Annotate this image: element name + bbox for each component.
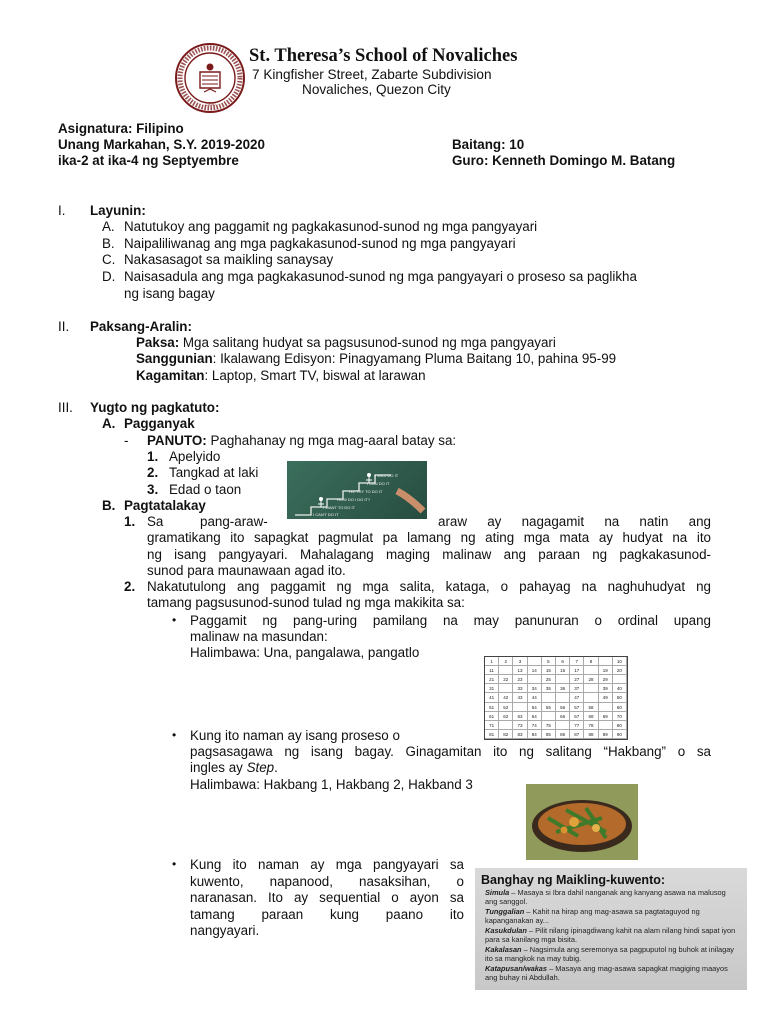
number-grid-cell: 19 bbox=[599, 666, 613, 675]
banghay-label-wakas: Katapusan/wakas bbox=[485, 964, 548, 973]
number-grid-cell: 35 bbox=[542, 684, 556, 693]
number-grid-cell: 36 bbox=[556, 684, 570, 693]
number-grid-cell: 43 bbox=[513, 693, 527, 702]
discussion-1-number: 1. bbox=[124, 514, 136, 529]
number-grid-cell: 7 bbox=[570, 657, 584, 666]
school-seal bbox=[174, 42, 246, 114]
kagamitan-text: : Laptop, Smart TV, biswal at larawan bbox=[204, 368, 426, 383]
number-grid-cell: 44 bbox=[528, 693, 542, 702]
number-grid-cell bbox=[556, 675, 570, 684]
chalk-text-4: HOW DO I DO IT? bbox=[337, 497, 371, 502]
number-grid-cell: 89 bbox=[599, 730, 613, 739]
banghay-label-tunggalian: Tunggalian bbox=[485, 907, 525, 916]
banghay-image bbox=[475, 868, 747, 990]
discussion-1-word-sa: Sa bbox=[147, 514, 164, 529]
number-grid-cell: 6 bbox=[556, 657, 570, 666]
number-grid-cell bbox=[584, 666, 598, 675]
number-grid-cell: 23 bbox=[513, 675, 527, 684]
discussion-2-line-1: Nakatutulong ang paggamit ng mga salita, kataga, o pahayag na naghuhudyat ng bbox=[147, 579, 711, 594]
panuto-item-1: Apelyido bbox=[169, 449, 221, 464]
number-grid-cell: 52 bbox=[499, 703, 513, 712]
chalkboard-image bbox=[287, 461, 427, 519]
bullet-2-line-3-post: . bbox=[274, 760, 278, 775]
number-grid-cell: 63 bbox=[513, 712, 527, 721]
number-grid-cell: 69 bbox=[599, 712, 613, 721]
objective-d-line-1: Naisasadula ang mga pagkakasunod-sunod ng mga pangyayari o proseso sa paglikha bbox=[124, 269, 637, 284]
kagamitan-label: Kagamitan bbox=[136, 368, 205, 383]
number-grid-cell: 33 bbox=[513, 684, 527, 693]
panuto-label: PANUTO: bbox=[147, 433, 207, 448]
number-grid-cell: 51 bbox=[485, 703, 499, 712]
number-grid-cell: 13 bbox=[513, 666, 527, 675]
number-grid-cell: 81 bbox=[485, 730, 499, 739]
objective-letter-c: C. bbox=[102, 252, 116, 267]
number-grid-cell: 77 bbox=[570, 721, 584, 730]
number-grid-cell: 1 bbox=[485, 657, 499, 666]
subsection-b-letter: B. bbox=[102, 498, 116, 513]
number-grid-cell: 58 bbox=[584, 703, 598, 712]
number-grid-cell: 60 bbox=[613, 703, 627, 712]
number-grid-cell bbox=[542, 712, 556, 721]
paksa-line bbox=[136, 335, 556, 351]
paksa-label: Paksa: bbox=[136, 335, 180, 350]
banghay-row-kasukdulan bbox=[485, 926, 737, 944]
objective-c: Nakasasagot sa maikling sanaysay bbox=[124, 252, 334, 267]
number-grid-cell: 3 bbox=[513, 657, 527, 666]
number-grid-cell: 54 bbox=[528, 703, 542, 712]
number-grid-cell: 41 bbox=[485, 693, 499, 702]
discussion-1-line-4: sunod para maunawaan agad ito. bbox=[147, 563, 346, 578]
bullet-2-line-3 bbox=[190, 760, 278, 776]
objective-letter-b: B. bbox=[102, 236, 115, 251]
number-grid-cell bbox=[599, 703, 613, 712]
section-3-number: III. bbox=[58, 400, 73, 415]
number-grid-cell bbox=[599, 657, 613, 666]
number-grid-cell: 16 bbox=[556, 666, 570, 675]
banghay-row-wakas bbox=[485, 964, 737, 982]
number-grid-cell: 50 bbox=[613, 693, 627, 702]
number-grid-cell bbox=[499, 684, 513, 693]
subject-label: Asignatura: Filipino bbox=[58, 121, 184, 136]
bullet-3-line-3: naranasan. Ito ay sequential o ayon sa bbox=[190, 890, 464, 905]
number-grid-cell: 87 bbox=[570, 730, 584, 739]
chalk-text-2: I CAN DO IT bbox=[367, 481, 390, 486]
panuto-item-3: Edad o taon bbox=[169, 482, 242, 497]
number-grid-cell: 15 bbox=[542, 666, 556, 675]
quarter-label: Unang Markahan, S.Y. 2019-2020 bbox=[58, 137, 265, 152]
discussion-1-line-2: gramatikang ito sapagkat pagmulat pa lamang ng ating mga mata ay hudyat na ito bbox=[147, 530, 711, 545]
banghay-text-wakas: – Masaya ang mag-asawa sapagkat magiging maayos ang buhay ni Abdullah. bbox=[485, 964, 728, 982]
food-bowl-image bbox=[526, 784, 638, 860]
sanggunian-label: Sanggunian bbox=[136, 351, 213, 366]
subsection-a-title: Pagganyak bbox=[124, 416, 195, 431]
number-grid-cell: 8 bbox=[584, 657, 598, 666]
number-grid-cell: 80 bbox=[613, 721, 627, 730]
banghay-label-kakalasan: Kakalasan bbox=[485, 945, 522, 954]
number-grid-cell bbox=[542, 693, 556, 702]
banghay-row-simula bbox=[485, 888, 737, 906]
chalk-text-1: I WILL DO IT bbox=[375, 473, 399, 478]
sanggunian-line bbox=[136, 351, 616, 367]
panuto-item-1-num: 1. bbox=[147, 449, 159, 464]
number-grid-cell: 86 bbox=[556, 730, 570, 739]
number-grid-cell: 49 bbox=[599, 693, 613, 702]
panuto-dash: - bbox=[124, 433, 129, 448]
sanggunian-text: : Ikalawang Edisyon: Pinagyamang Pluma Baitang 10, pahina 95-99 bbox=[212, 351, 617, 366]
banghay-text-kasukdulan: – Pilit nilang ipinagdiwang kahit na alam nilang hindi sapat iyon para sa kanilang mga bisita. bbox=[485, 926, 736, 944]
number-grid-cell: 68 bbox=[584, 712, 598, 721]
banghay-text-simula: – Masaya si Ibra dahil nanganak ang kanyang asawa na malusog ang sanggol. bbox=[485, 888, 726, 906]
bullet-2-line-4: Halimbawa: Hakbang 1, Hakbang 2, Hakband 3 bbox=[190, 777, 473, 792]
banghay-text-tunggalian: – Kahit na hirap ang mag-asawa sa pagtataguyod ng kapanganakan ay... bbox=[485, 907, 700, 925]
number-grid-cell: 88 bbox=[584, 730, 598, 739]
number-grid-cell bbox=[556, 693, 570, 702]
number-grid-cell: 71 bbox=[485, 721, 499, 730]
number-grid-cell: 62 bbox=[499, 712, 513, 721]
number-grid-cell bbox=[556, 721, 570, 730]
kagamitan-line bbox=[136, 368, 426, 384]
number-grid-cell: 34 bbox=[528, 684, 542, 693]
number-grid-cell: 2 bbox=[499, 657, 513, 666]
section-2-title: Paksang-Aralin: bbox=[90, 319, 192, 334]
objective-d-line-2: ng isang bagay bbox=[124, 286, 215, 301]
bullet-1-line-1: Paggamit ng pang-uring pamilang na may panunuran o ordinal upang bbox=[190, 613, 711, 628]
bullet-3-line-1: Kung ito naman ay mga pangyayari sa bbox=[190, 857, 464, 872]
number-grid-cell: 42 bbox=[499, 693, 513, 702]
section-3-title: Yugto ng pagkatuto: bbox=[90, 400, 220, 415]
objective-letter-d: D. bbox=[102, 269, 116, 284]
number-grid-cell: 11 bbox=[485, 666, 499, 675]
number-grid-cell bbox=[499, 666, 513, 675]
objective-a: Natutukoy ang paggamit ng pagkakasunod-sunod ng mga pangyayari bbox=[124, 219, 538, 234]
number-grid-cell: 82 bbox=[499, 730, 513, 739]
number-grid-cell: 40 bbox=[613, 684, 627, 693]
panuto-item-2: Tangkad at laki bbox=[169, 465, 259, 480]
number-grid-cell: 29 bbox=[599, 675, 613, 684]
section-1-number: I. bbox=[58, 203, 66, 218]
teacher-label: Guro: Kenneth Domingo M. Batang bbox=[452, 153, 676, 168]
discussion-1-word-pang-araw: pang-araw- bbox=[200, 514, 268, 529]
bullet-1-dot: • bbox=[172, 613, 177, 627]
chalk-text-6: I CAN'T DO IT bbox=[313, 512, 339, 517]
bullet-3-dot: • bbox=[172, 857, 177, 871]
number-grid-cell: 5 bbox=[542, 657, 556, 666]
grade-label: Baitang: 10 bbox=[452, 137, 525, 152]
chalk-text-5: I WANT TO DO IT bbox=[323, 505, 356, 510]
date-label: ika-2 at ika-4 ng Septyembre bbox=[58, 153, 239, 168]
number-grid-cell: 21 bbox=[485, 675, 499, 684]
bullet-1-line-3: Halimbawa: Una, pangalawa, pangatlo bbox=[190, 645, 420, 660]
bullet-3-line-2: kuwento, napanood, nasaksihan, o bbox=[190, 874, 464, 889]
number-grid-cell: 25 bbox=[542, 675, 556, 684]
number-grid-cell: 70 bbox=[613, 712, 627, 721]
number-grid-cell: 85 bbox=[542, 730, 556, 739]
bullet-1-line-2: malinaw na masundan: bbox=[190, 629, 328, 644]
banghay-text-kakalasan: – Nagsimula ang seremonya sa pagpuputol ng buhok at inilagay ito sa mangkok na may tubig. bbox=[485, 945, 734, 963]
banghay-row-tunggalian bbox=[485, 907, 737, 925]
number-grid-cell bbox=[513, 703, 527, 712]
banghay-title: Banghay ng Maikling-kuwento: bbox=[481, 873, 666, 887]
subsection-b-title: Pagtatalakay bbox=[124, 498, 206, 513]
objective-letter-a: A. bbox=[102, 219, 115, 234]
number-grid-cell: 64 bbox=[528, 712, 542, 721]
bullet-2-line-3-pre: ingles ay bbox=[190, 760, 247, 775]
number-grid-cell: 57 bbox=[570, 703, 584, 712]
panuto-item-2-num: 2. bbox=[147, 465, 159, 480]
bullet-2-dot: • bbox=[172, 728, 177, 742]
number-grid-cell: 37 bbox=[570, 684, 584, 693]
panuto-text: Paghahanay ng mga mag-aaral batay sa: bbox=[206, 433, 457, 448]
number-grid-cell: 66 bbox=[556, 712, 570, 721]
number-grid-cell: 28 bbox=[584, 675, 598, 684]
number-grid-cell: 14 bbox=[528, 666, 542, 675]
address-line-1: 7 Kingfisher Street, Zabarte Subdivision bbox=[252, 67, 492, 82]
bullet-3-line-4: tamang paraan kung paano ito bbox=[190, 907, 464, 922]
discussion-1-line-1-end: araw ay nagagamit na natin ang bbox=[438, 514, 711, 529]
bullet-2-line-3-em: Step bbox=[246, 760, 275, 775]
number-grid-cell bbox=[584, 684, 598, 693]
section-1-title: Layunin: bbox=[90, 203, 146, 218]
number-grid-cell: 31 bbox=[485, 684, 499, 693]
number-grid-cell: 90 bbox=[613, 730, 627, 739]
number-grid-cell: 20 bbox=[613, 666, 627, 675]
number-grid-cell: 84 bbox=[528, 730, 542, 739]
number-grid-cell bbox=[528, 657, 542, 666]
objective-b: Naipaliliwanag ang mga pagkakasunod-sunod ng mga pangyayari bbox=[124, 236, 516, 251]
discussion-2-number: 2. bbox=[124, 579, 136, 594]
chalk-text-3: I'LL TRY TO DO IT bbox=[349, 489, 383, 494]
school-name: St. Theresa’s School of Novaliches bbox=[249, 46, 518, 66]
number-grid-cell bbox=[528, 675, 542, 684]
number-grid-cell: 55 bbox=[542, 703, 556, 712]
number-grid-cell: 61 bbox=[485, 712, 499, 721]
panuto-line bbox=[147, 433, 456, 449]
number-grid-cell: 39 bbox=[599, 684, 613, 693]
paksa-text: Mga salitang hudyat sa pagsusunod-sunod ng mga pangyayari bbox=[179, 335, 556, 350]
number-grid-cell bbox=[584, 693, 598, 702]
discussion-2-line-2: tamang pagsusunod-sunod tulad ng mga makikita sa: bbox=[147, 595, 465, 610]
banghay-label-kasukdulan: Kasukdulan bbox=[485, 926, 527, 935]
number-grid-cell: 74 bbox=[528, 721, 542, 730]
address-line-2: Novaliches, Quezon City bbox=[302, 82, 451, 97]
number-grid-cell: 17 bbox=[570, 666, 584, 675]
number-grid-cell: 73 bbox=[513, 721, 527, 730]
number-grid-cell: 22 bbox=[499, 675, 513, 684]
bullet-2-line-1: Kung ito naman ay isang proseso o bbox=[190, 728, 400, 743]
number-grid-cell: 83 bbox=[513, 730, 527, 739]
svg-text:1990: 1990 bbox=[204, 102, 216, 108]
number-grid-image bbox=[484, 656, 628, 740]
bullet-2-line-2: pagsasagawa ng isang bagay. Ginagamitan ito ng salitang “Hakbang” o sa bbox=[190, 744, 711, 759]
number-grid-cell bbox=[499, 721, 513, 730]
number-grid-cell bbox=[613, 675, 627, 684]
bullet-3-line-5: nangyayari. bbox=[190, 923, 260, 938]
banghay-label-simula: Simula bbox=[485, 888, 510, 897]
number-grid-cell: 10 bbox=[613, 657, 627, 666]
panuto-item-3-num: 3. bbox=[147, 482, 159, 497]
section-2-number: II. bbox=[58, 319, 70, 334]
subsection-a-letter: A. bbox=[102, 416, 116, 431]
discussion-1-line-3: ng isang pangyayari. Mahalagang maging malinaw ang paraan ng pagkakasunod- bbox=[147, 547, 711, 562]
number-grid-cell: 75 bbox=[542, 721, 556, 730]
number-grid-cell bbox=[599, 721, 613, 730]
number-grid-cell: 67 bbox=[570, 712, 584, 721]
banghay-row-kakalasan bbox=[485, 945, 737, 963]
number-grid-cell: 78 bbox=[584, 721, 598, 730]
number-grid-cell: 27 bbox=[570, 675, 584, 684]
number-grid-cell: 47 bbox=[570, 693, 584, 702]
number-grid-cell: 56 bbox=[556, 703, 570, 712]
